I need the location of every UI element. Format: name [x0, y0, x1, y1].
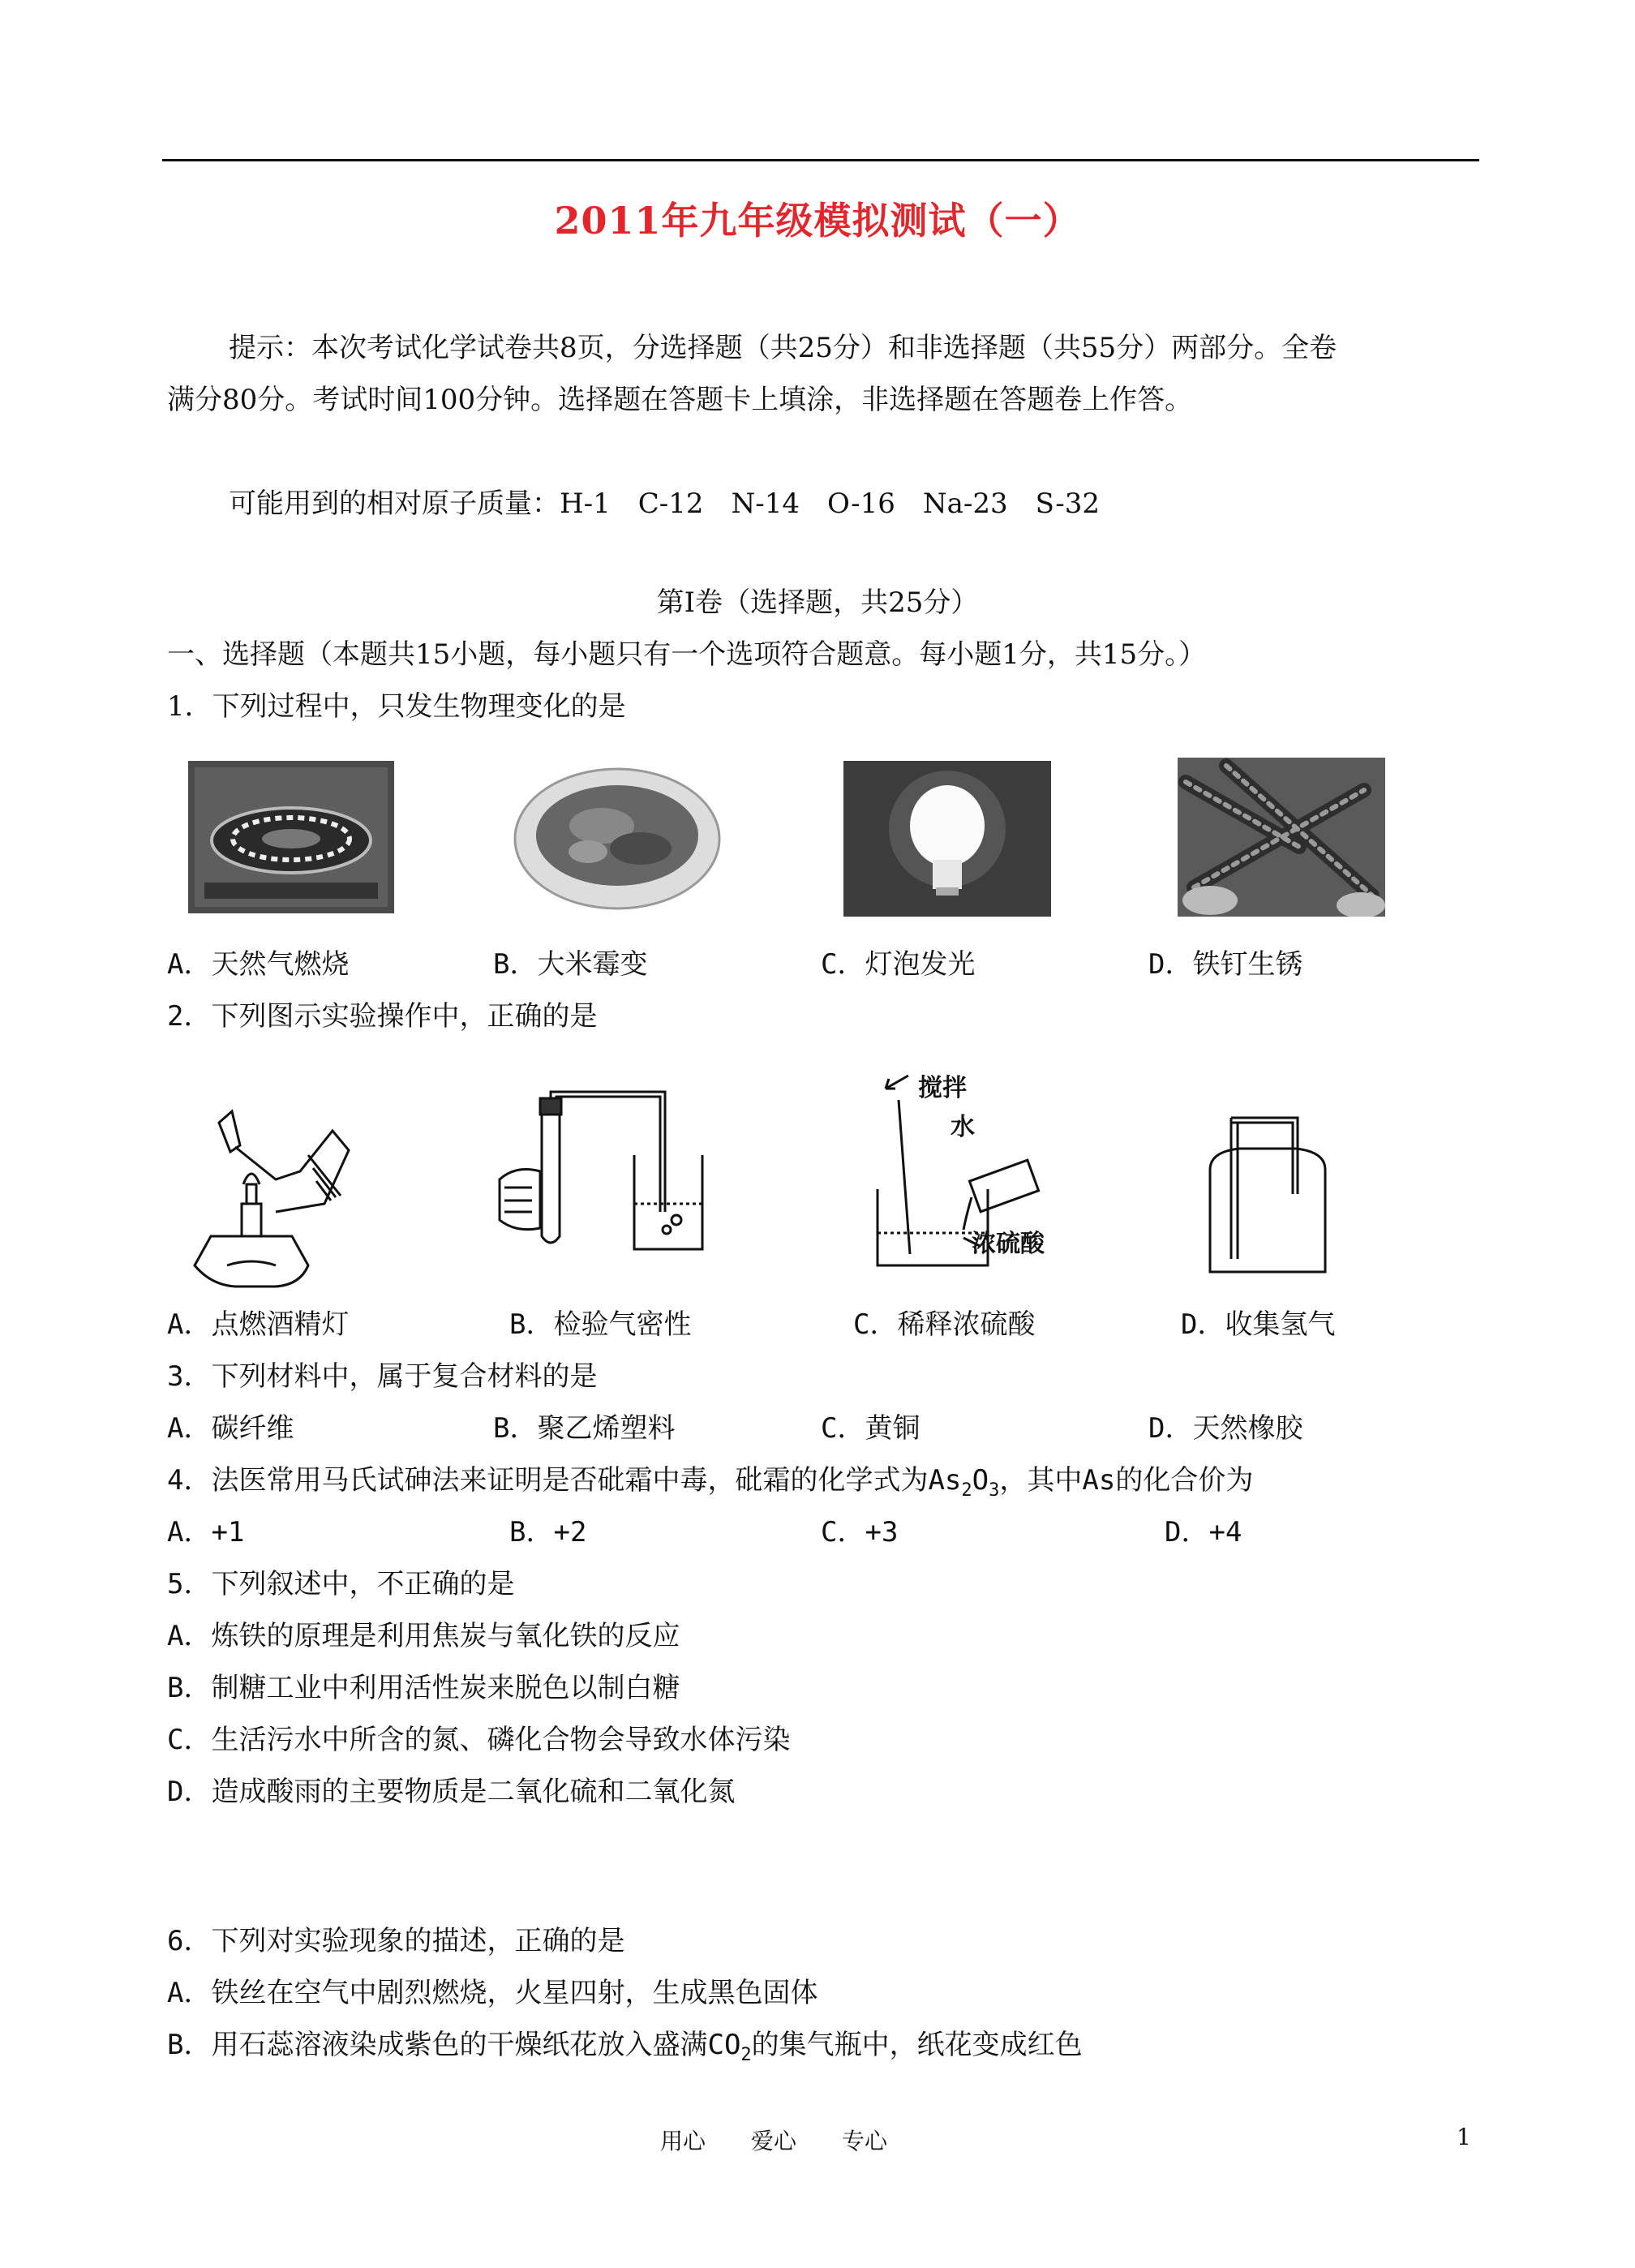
q4-stem: 4．法医常用马氏试砷法来证明是否砒霜中毒，砒霜的化学式为$As_2O_3$，其中As的化合价为 [167, 1464, 1254, 1501]
section-heading: 第Ⅰ卷（选择题，共25分） [656, 586, 979, 619]
q3-option-d: D．天然橡胶 [1148, 1412, 1303, 1445]
section-instructions: 一、选择题（本题共15小题，每小题只有一个选项符合题意。每小题1分，共15分。） [167, 638, 1207, 671]
page-title: 2011年九年级模拟测试（一） [554, 199, 1081, 243]
q1-option-b: B．大米霉变 [493, 948, 648, 981]
q2-option-a: A．点燃酒精灯 [167, 1308, 350, 1341]
q1-option-d: D．铁钉生锈 [1148, 948, 1303, 981]
q5-option-c: C．生活污水中所含的氮、磷化合物会导致水体污染 [167, 1724, 791, 1756]
gas-bottle-figure [1207, 1113, 1328, 1275]
rusty-nails-photo [1178, 758, 1385, 917]
glowing-bulb-photo [843, 761, 1051, 917]
q6-option-a: A．铁丝在空气中剧烈燃烧，火星四射，生成黑色固体 [167, 1977, 818, 2009]
q2-stem: 2．下列图示实验操作中，正确的是 [167, 1000, 598, 1033]
moldy-rice-photo [511, 761, 723, 913]
q3-stem: 3．下列材料中，属于复合材料的是 [167, 1360, 598, 1393]
gas-stove-photo [188, 761, 394, 913]
q6-option-b: B．用石蕊溶液染成紫色的干燥纸花放入盛满$CO_2$的集气瓶中，纸花变成红色 [167, 2029, 1083, 2065]
q1-stem: 1．下列过程中，只发生物理变化的是 [167, 690, 626, 723]
q6-stem: 6．下列对实验现象的描述，正确的是 [167, 1925, 625, 1957]
intro-line-1: 提示：本次考试化学试卷共8页，分选择题（共25分）和非选择题（共55分）两部分。全卷 [229, 332, 1337, 364]
q2-option-c: C．稀释浓硫酸 [853, 1308, 1036, 1341]
intro-line-2: 满分80分。考试时间100分钟。选择题在答题卡上填涂，非选择题在答题卷上作答。 [167, 384, 1193, 416]
q1-option-c: C．灯泡发光 [821, 948, 976, 981]
fig-label-acid: 浓硫酸 [972, 1230, 1045, 1258]
q4-option-d: D．+4 [1165, 1516, 1242, 1549]
q1-option-a: A．天然气燃烧 [167, 948, 350, 981]
q4-option-b: B．+2 [509, 1516, 587, 1549]
q5-option-d: D．造成酸雨的主要物质是二氧化硫和二氧化氮 [167, 1776, 736, 1808]
fig-label-stir: 搅拌 [918, 1074, 967, 1102]
footer-motto: 用心 爱心 专心 [660, 2128, 888, 2154]
alcohol-lamp-figure [187, 1106, 363, 1290]
q4-option-c: C．+3 [821, 1516, 899, 1549]
fig-label-water: 水 [951, 1113, 975, 1141]
top-rule [162, 159, 1479, 161]
q3-option-c: C．黄铜 [821, 1412, 920, 1445]
airtightness-test-figure [483, 1090, 717, 1262]
q3-option-b: B．聚乙烯塑料 [493, 1412, 676, 1445]
q3-option-a: A．碳纤维 [167, 1412, 294, 1445]
page-number: 1 [1457, 2124, 1471, 2150]
q2-option-d: D．收集氢气 [1181, 1308, 1336, 1341]
q2-option-b: B．检验气密性 [509, 1308, 692, 1341]
q5-option-b: B．制糖工业中利用活性炭来脱色以制白糖 [167, 1672, 680, 1704]
q4-option-a: A．+1 [167, 1516, 245, 1549]
q5-stem: 5．下列叙述中，不正确的是 [167, 1568, 515, 1600]
atomic-masses: 可能用到的相对原子质量：H-1 C-12 N-14 O-16 Na-23 S-32 [229, 488, 1100, 520]
q5-option-a: A．炼铁的原理是利用焦炭与氧化铁的反应 [167, 1620, 680, 1652]
